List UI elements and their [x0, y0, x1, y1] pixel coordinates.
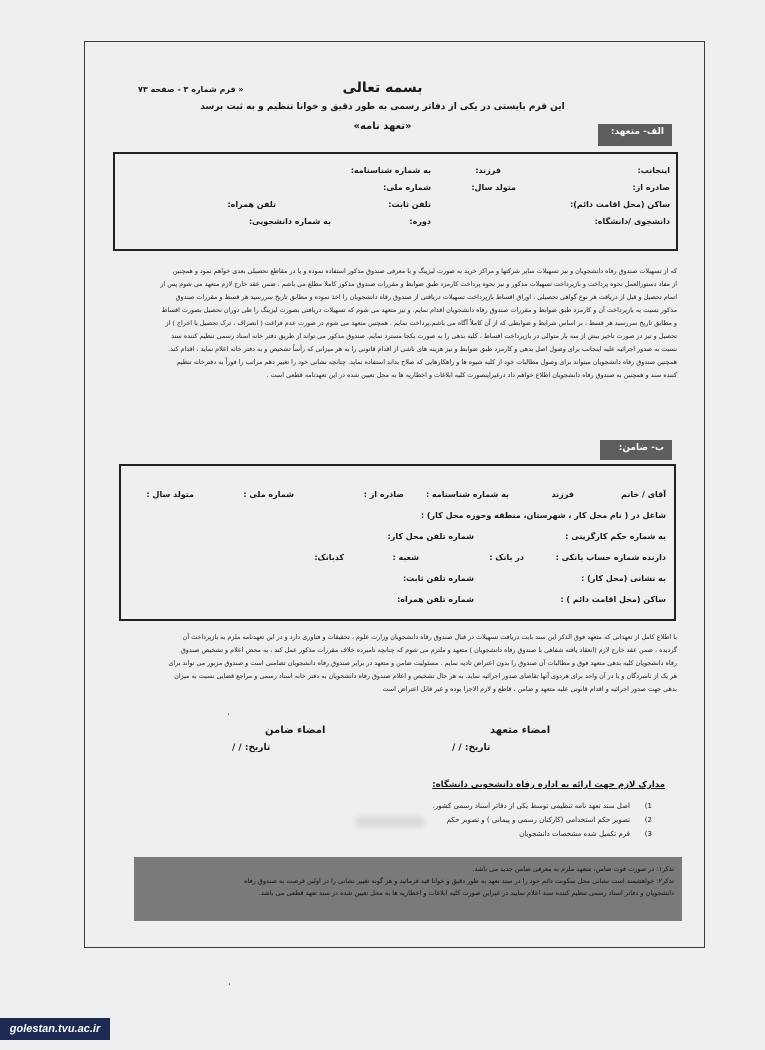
g-phone: شماره تلفن ثابت: [402, 574, 474, 583]
doc-item-2: تصویر حکم استخدامی (کارکنان رسمی و پیمانی ) و تصویر حکم [446, 816, 630, 824]
g-birth: متولد سال : [146, 490, 194, 499]
g-id-no: به شماره شناسنامه : [425, 490, 509, 499]
paragraph-line: از مفاد دستورالعمل نحوه پرداخت و بازپرداخت تسهیلات مذکور و نیز نحوه پرداخت کارمزد طبق ضوابط و مقررات صندوق مذکور کاملا مطلع می باشم . ضمن عقد خارج لازم متعهد می شوم پس از [160, 280, 677, 288]
form-number: « فرم شماره ۳ - صفحه ۷۳ [138, 85, 244, 94]
g-bank-code: کدبانک: [314, 553, 344, 562]
paragraph-line: با اطلاع کامل از تعهداتی که متعهد فوق الذکر این سند بابت دریافت تسهیلات در قبال صندوق رفاه دانشجویان وزارت علوم ، تحقیقات و فناوری دارد و در این تعهدنامه ملزم به بازپرداخت آن [182, 633, 677, 641]
documents-heading: مدارک لازم جهت ارائه به اداره رفاه دانشجویی دانشگاه: [432, 780, 665, 790]
g-child: فرزند [551, 490, 574, 499]
field-phone: تلفن ثابت: [388, 200, 431, 209]
paragraph-line: همچنین صندوق رفاه دانشجویان میتواند برای وصول مطالبات خود از کلیه شیوه ها و راهکارهایی که صلاح بداند استفاده نماید. چنانچه نشانی خود را تغییر دهم مراتب را فوراً به دفترخانه تنظیم [176, 358, 677, 366]
g-workplace: شاغل در ( نام محل کار ، شهرستان، منطقه وحوزه محل کار) : [420, 511, 666, 520]
section-a-tag: الف- متعهد: [598, 124, 672, 146]
obligor-paragraph [87, 265, 677, 382]
doc-item-3: فرم تکمیل شده مشخصات دانشجویان [519, 830, 630, 838]
field-issued: صادره از: [632, 183, 670, 192]
field-address: ساکن (محل اقامت دائم): [570, 200, 670, 209]
g-work-address: به نشانی (محل کار) : [581, 574, 666, 583]
doc-item-2-number: 2) [644, 816, 652, 824]
doc-item-3-number: 3) [644, 830, 652, 838]
g-work-phone: شماره تلفن محل کار: [387, 532, 474, 541]
paragraph-line: تحصیل و نیز در صورت تاخیر بیش از سه بار متوالی در بازپرداخت اقساط ، کلیه بدهی را به صورت یکجا مسترد نمایم. صندوق مذکور می تواند از طریق دفتر خانه اسناد رسمی تنظیم کننده سند [171, 332, 677, 340]
guarantor-paragraph [87, 631, 677, 696]
g-national: شماره ملی : [243, 490, 294, 499]
g-bank: در بانک : [489, 553, 524, 562]
guarantor-signature-label: امضاء ضامن [265, 725, 326, 736]
document-name: «تعهد نامه» [353, 121, 412, 132]
paragraph-line: مذکور نسبت به بازپرداخت آن و کارمزد طبق ضوابط و مقررات صندوق رفاه دانشجویان اقدام نمایم. و نیز متعهد می شوم که تسهیلات دریافتی بصورت لیزینگ را طی دوران تحصیل بصورت اقساط [161, 306, 677, 314]
paragraph-line: که از تسهیلات صندوق رفاه دانشجویان و نیز تسهیلات سایر شرکتها و مراکز خرید به صورت لیزینگ و با معرفی صندوق مذکور استفاده نموده و یا در مقاطع تحصیلی بعدی خواهم نمود و همچنین [172, 267, 677, 275]
field-mobile: تلفن همراه: [227, 200, 276, 209]
tick-mark: ، [228, 978, 231, 987]
site-watermark: golestan.tvu.ac.ir [0, 1018, 110, 1040]
section-b-tag: ب- ضامن: [600, 440, 672, 460]
field-student-no: به شماره دانشجویی: [248, 217, 331, 226]
g-hr-order: به شماره حکم کارگزینی : [565, 532, 666, 541]
g-mobile: شماره تلفن همراه: [397, 595, 474, 604]
paragraph-line: رفاه دانشجویان کلیه بدهی متعهد فوق و مطالبات آن صندوق را بدون اعتراض تادیه نمایم . مسئولیت ضامن و متعهد در برابر صندوق رفاه دانشجویان تضامنی است و صندوق مزبور می تواند برای [168, 659, 677, 667]
obligor-signature-label: امضاء متعهد [490, 725, 551, 736]
paragraph-line: هر یک از نامبردگان و یا در آن واحد برای هردوی آنها تقاضای صدور اجرائیه نماید. به هر حال تشخیص و اعلام صندوق رفاه دانشجویان به دفتر خانه اسناد رسمی و مراجع قضایی نسبت به میزان [174, 672, 677, 680]
note-line: تذکر۲: خواهشمند است نشانی محل سکونت دائم خود را در سند تعهد به طور دقیق و خوانا قید فرمائید و هر گونه تغییر نشانی را در اولین فرصت به صندوق رفاه [244, 877, 674, 885]
g-name: آقای / خانم [621, 490, 666, 499]
field-course: دوره: [409, 217, 431, 226]
obligor-info-box [113, 152, 678, 251]
notes-box [134, 857, 682, 921]
obligor-date: تاریخ: / / [452, 743, 491, 753]
paragraph-line: اتمام تحصیل و قبل از دریافت هر نوع گواهی تحصیلی ، اوراق اقساط بازپرداخت تسهیلات دریافتی از صندوق رفاه دانشجویان را اخذ نموده و مطابق تاریخ سررسید هر قسط و مقررات صندوق [175, 293, 677, 301]
instruction-text: این فرم بایستی در یکی از دفاتر رسمی به طور دقیق و خوانا تنظیم و به ثبت برسد [200, 102, 565, 112]
paragraph-line: و مطابق تاریخ سررسید هر قسط ، بر اساس شرایط و ضوابطی که از آن کاملاً آگاه می باشم،پرداخت نمایم . همچنین متعهد می شوم در صورت عدم فراغت ( انصراف ، ترک تحصیل یا اخراج ) از [165, 319, 677, 327]
redacted-area [355, 816, 425, 828]
paragraph-line: گردیده ، ضمن عقد خارج لازم (انعقاد یافته شفاهی با صندوق رفاه دانشجویان ) متعهد و ملتزم می شوم که چنانچه نامبرده خلاف مقررات مذکور عمل کند ، به محض اعلام و تشخیص صندوق [180, 646, 677, 654]
doc-item-1: اصل سند تعهد نامه تنظیمی توسط یکی از دفاتر اسناد رسمی کشور. [432, 802, 630, 810]
paragraph-line: بدهی جهت صدور اجرائیه و اقدام قانونی علیه متعهد و ضامن ، قاطع و لازم الاجرا بوده و غیر قابل اعتراض است [382, 685, 677, 693]
paragraph-line: کننده سند و همچنین به صندوق رفاه دانشجویان اطلاع خواهم داد درغیراینصورت کلیه ابلاغات و اخطاریه ها به محل تعیین شده در این تعهدنامه قطعی است . [266, 371, 677, 379]
g-account: دارنده شماره حساب بانکی : [555, 553, 666, 562]
page-title: بسمه تعالی [342, 80, 423, 96]
guarantor-date: تاریخ: / / [232, 743, 271, 753]
field-university: دانشجوی /دانشگاه: [594, 217, 670, 226]
note-line: دانشجویان و دفاتر اسناد رسمی تنظیم کننده سند اعلام نمایید در غیراین صورت کلیه ابلاغات و اخطاریه ها به محل تعیین شده در سند تعهد قطعی می باشد. [258, 889, 674, 897]
field-child: فرزند: [475, 166, 501, 175]
paragraph-line: نسبت به صدور اجرائیه علیه اینجانب برای وصول اصل بدهی و کارمزد طبق ضوابط و نیز هزینه های ناشی از اقدام قانونی را به هر میزانی که رأساً تشخیص و به دفتر خانه اعلام نماید ، اقدام کند. [168, 345, 677, 353]
tick-mark: ، [227, 708, 230, 717]
g-residence: ساکن (محل اقامت دائم ) : [560, 595, 666, 604]
g-issued: صادره از : [363, 490, 404, 499]
field-id-no: به شماره شناسنامه: [350, 166, 431, 175]
note-line: تذکر۱: در صورت فوت ضامن، متعهد ملزم به معرفی ضامن جدید می باشد. [472, 865, 674, 873]
guarantor-info-box [119, 464, 676, 621]
field-name: اینجانب: [637, 166, 670, 175]
field-birth: متولد سال: [471, 183, 516, 192]
field-national: شماره ملی: [383, 183, 431, 192]
g-branch: شعبه : [392, 553, 419, 562]
doc-item-1-number: 1) [644, 802, 652, 810]
